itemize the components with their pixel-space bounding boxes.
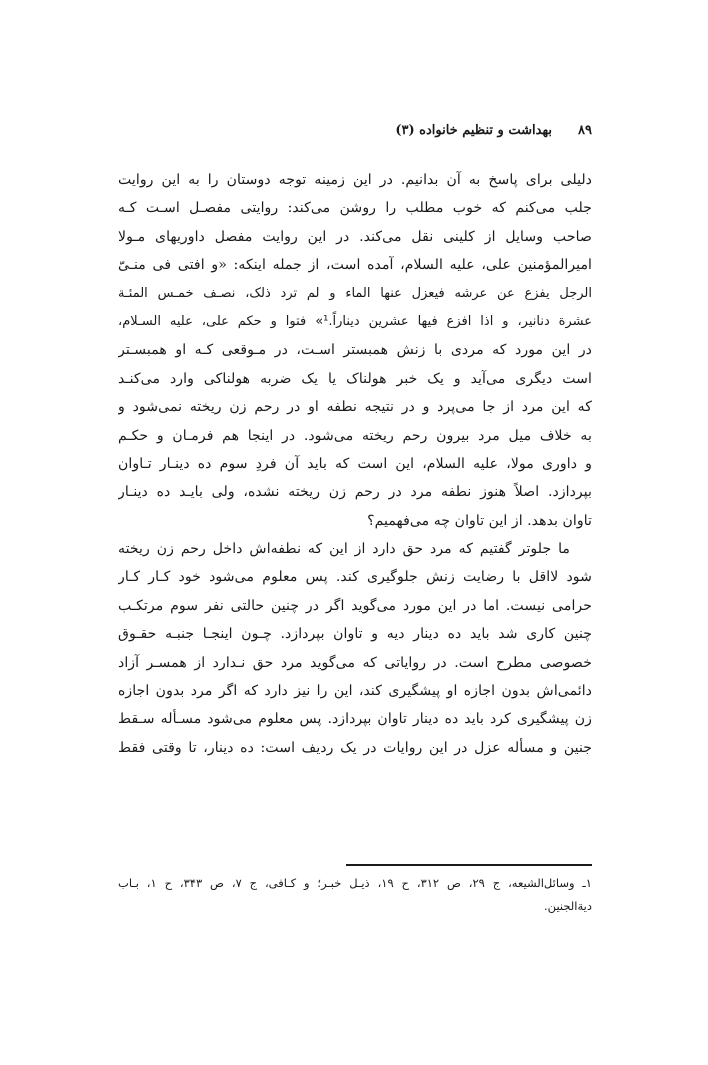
text-line: الرجل یفزع عن عرشه فیعزل عنها الماء و لم ترد ذلک، نصـف خمـس المئـة (118, 285, 592, 301)
text-line: تاوان بدهد. از این تاوان چه می‌فهمیم؟ (367, 512, 592, 529)
text-line: شود لااقل با رضایت زنش جلوگیری کند. پس معلوم می‌شود خود کـار کـار (118, 569, 592, 586)
running-title: بهداشت و تنظیم خانواده (۳) (395, 123, 553, 138)
text-line: زن پیشگیری کرد باید ده دینار تاوان بپردازد. پس معلوم می‌شود مسـأله سـقط (118, 711, 592, 728)
text-line: چنین کاری شد باید ده دینار دیه و تاوان بپردازد. چـون اینجـا جنبـه حقـوق (118, 626, 592, 643)
text-line: حرامی نیست. اما در این مورد می‌گوید اگر در چنین حالتی نفر سوم مرتکـب (118, 597, 592, 614)
footnote (118, 872, 592, 918)
text-line: که این مرد از جا می‌پرد و در نتیجه نطفه او در رحم زن ریخته نمی‌شود و (118, 399, 592, 416)
footnote-line: ۱ـ وسائل‌الشیعه، ج ۲۹، ص ۳۱۲، ح ۱۹، ذیـل خبـر؛ و کـافی، ج ۷، ص ۳۴۳، ح ۱، بـاب (118, 876, 592, 890)
running-header (118, 118, 592, 144)
text-line: است دیگری می‌آید و یک خبر هولناک یا یک ضربه هولناکی وارد می‌کنـد (118, 370, 592, 387)
text-line: در این مورد که مردی با زنش همبستر اسـت، در مـوقعی کـه او همبسـتر (118, 342, 592, 359)
text-line: عشرة دنانیر، و اذا افزع فیها عشرین دیناراً.¹» فتوا و حکم علی، علیه السـلام، (118, 313, 592, 329)
footnote-line: دیةالجنین. (544, 899, 592, 913)
text-line: صاحب وسایل از کلینی نقل می‌کند. در این روایت مفصل داوریهای مـولا (118, 228, 592, 245)
text-line: و داوری مولا، علیه السلام، این است که باید آن فردِ سوم ده دینـار تـاوان (118, 455, 592, 472)
text-line: بپردازد. اصلاً هنوز نطفه مرد در رحم زن ریخته نشده، ولی بایـد ده دینـار (118, 484, 592, 501)
body-text (118, 166, 592, 762)
text-line: جنین و مسأله عزل در این روایات در یک ردیف است: ده دینار، تا وقتی فقط (118, 739, 592, 756)
text-line: خصوصی مطرح است. در روایاتی که می‌گوید مرد حق نـدارد از همسـر آزاد (118, 654, 592, 671)
text-line: دائمی‌اش بدون اجازه او پیشگیری کند، این را نیز دارد که اگر مرد بدون اجازه (118, 683, 592, 700)
text-line: امیرالمؤمنین علی، علیه السلام، آمده است، از جمله اینکه: «و افتی فی منـیّ (118, 257, 592, 274)
footnote-divider (346, 864, 592, 866)
text-line: به خلاف میل مرد بیرون رحم ریخته می‌شود. در اینجا هم فرمـان و حکـم (118, 427, 592, 444)
text-line: دلیلی برای پاسخ به آن بدانیم. در این زمینه توجه دوستان را به این روایت (118, 172, 592, 188)
text-line: جلب می‌کنم که خوب مطلب را روشن می‌کند: روایتی مفصـل اسـت کـه (118, 200, 592, 217)
page-number: ۸۹ (578, 123, 592, 138)
text-line: ما جلوتر گفتیم که مرد حق دارد از این که نطفه‌اش داخل رحم زن ریخته (118, 541, 570, 558)
book-page (118, 118, 592, 762)
